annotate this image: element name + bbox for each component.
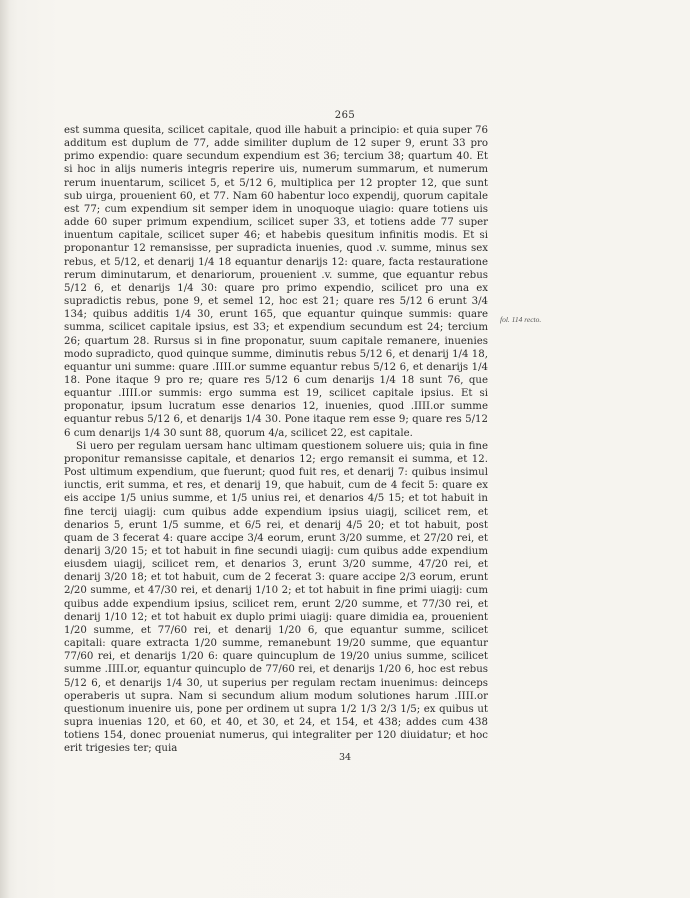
margin-note: fol. 114 recto.	[500, 315, 542, 324]
signature-mark: 34	[338, 752, 352, 763]
body-text	[64, 124, 488, 756]
paragraph: est summa quesita, scilicet capitale, quod ille habuit a principio: et quia super 76 additum est duplum de 77, adde similiter duplum de 12 super 9, erunt 33 pro primo expendio: quare secundum expendium est 36; tercium 38; quartum 40. Et si hoc in alijs numeris integris reperire uis, numerum summarum, et numerum rerum inuentarum, scilicet 5, et 5/12 6, multiplica per 12 propter 12, que sunt sub uirga, prouenient 60, et 77. Nam 60 habentur loco expendij, quorum capitale est 77; cum expendium sit semper idem in unoquoque uiagio: quare totiens uis adde 60 super primum expendium, scilicet super 33, et totiens adde 77 super inuentum capitale, scilicet super 46; et habebis quesitum infinitis modis. Et si proponantur 12 remansisse, per supradicta inuenies, quod .v. summe, minus sex rebus, et 5/12, et denarij 1/4 18 equantur denarijs 12: quare, facta restauratione rerum diminutarum, et denariorum, prouenient .v. summe, que equantur rebus 5/12 6, et denarijs 1/4 30: quare pro primo expendio, scilicet pro una ex supradictis rebus, pone 9, et semel 12, hoc est 21; quare res 5/12 6 erunt 3/4 134; quibus additis 1/4 30, erunt 165, que equantur quinque summis: quare summa, scilicet capitale ipsius, est 33; et expendium secundum est 24; tercium 26; quartum 28. Rursus si in fine proponatur, suum capitale remanere, inuenies modo supradicto, quod quinque summe, diminutis rebus 5/12 6, et denarij 1/4 18, equantur uni summe: quare .IIII.or summe equantur rebus 5/12 6, et denarijs 1/4 18. Pone itaque 9 pro re; quare res 5/12 6 cum denarijs 1/4 18 sunt 76, que equantur .IIII.or summis: ergo summa est 19, scilicet capitale ipsius. Et si proponatur, ipsum lucratum esse denarios 12, inuenies, quod .IIII.or summe equantur rebus 5/12 6, et denarijs 1/4 30. Pone itaque rem esse 9; quare res 5/12 6 cum denarijs 1/4 30 sunt 88, quorum 4/a, scilicet 22, est capitale.	[64, 125, 488, 439]
page-number: 265	[334, 110, 356, 121]
page-spine-shadow	[0, 0, 10, 898]
paragraph: Si uero per regulam uersam hanc ultimam questionem soluere uis; quia in fine proponitur remansisse capitale, et denarios 12; ergo remansit ei summa, et 12. Post ultimum expendium, que fuerunt; quod fuit res, et denarij 7: quibus insimul iunctis, erit summa, et res, et denarij 19, que habuit, cum de 4 fecit 5: quare ex eis accipe 1/5 unius summe, et 1/5 unius rei, et denarios 4/5 15; et tot habuit in fine tercij uiagij: cum quibus adde expendium ipsius uiagij, scilicet rem, et denarios 5, erunt 1/5 summe, et 6/5 rei, et denarij 4/5 20; et tot habuit, post quam de 3 fecerat 4: quare accipe 3/4 eorum, erunt 3/20 summe, et 27/20 rei, et denarij 3/20 15; et tot habuit in fine secundi uiagij: cum quibus adde expendium eiusdem uiagij, scilicet rem, et denarios 3, erunt 3/20 summe, 47/20 rei, et denarij 3/20 18; et tot habuit, cum de 2 fecerat 3: quare accipe 2/3 eorum, erunt 2/20 summe, et 47/30 rei, et denarij 1/10 2; et tot habuit in fine primi uiagij: cum quibus adde expendium ipsius, scilicet rem, erunt 2/20 summe, et 77/30 rei, et denarij 1/10 12; et tot habuit ex duplo primi uiagij: quare dimidia ea, prouenient 1/20 summe, et 77/60 rei, et denarij 1/20 6, que equantur summe, scilicet capitali: quare extracta 1/20 summe, remanebunt 19/20 summe, que equantur 77/60 rei, et denarijs 1/20 6: quare quincuplum de 19/20 unius summe, scilicet summe .IIII.or, equantur quincuplo de 77/60 rei, et denarijs 1/20 6, hoc est rebus 5/12 6, et denarijs 1/4 30, ut superius per regulam rectam inuenimus: deinceps operaberis ut supra. Nam si secundum alium modum solutiones harum .IIII.or questionum inuenire uis, pone per ordinem ut supra 1/2 1/3 2/3 1/5; ex quibus ut supra inuenias 120, et 60, et 40, et 30, et 24, et 154, et 438; addes cum 438 totiens 154, donec proueniat numerus, qui integraliter per 120 diuidatur; et hoc erit trigesies ter; quia	[64, 440, 488, 755]
